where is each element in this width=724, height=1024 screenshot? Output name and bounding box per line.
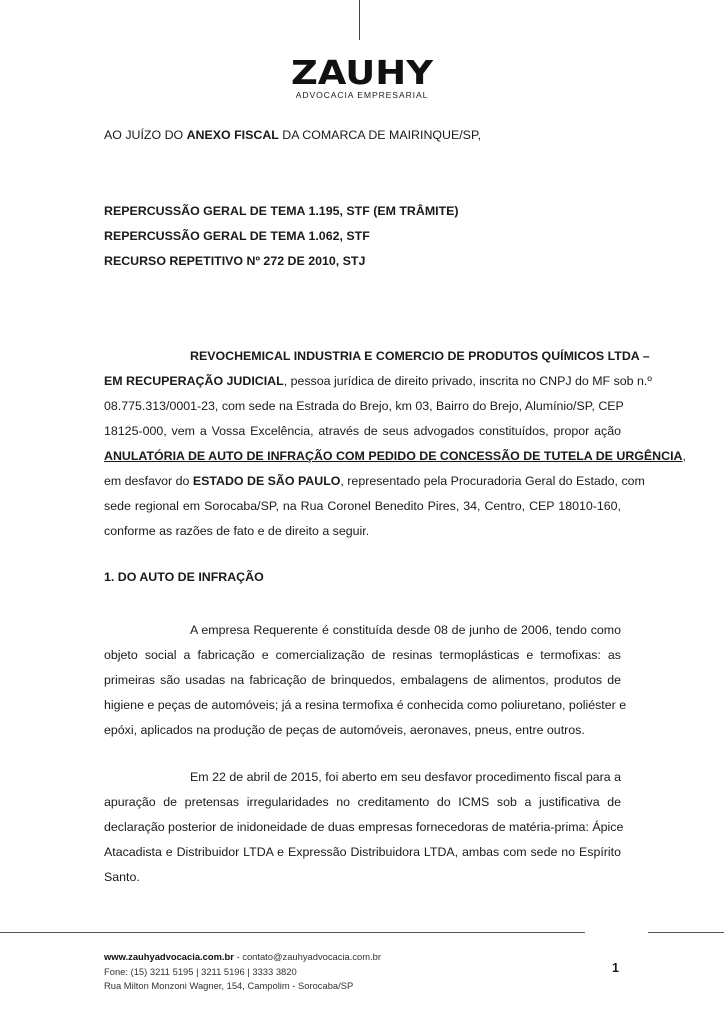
logo-tagline: ADVOCACIA EMPRESARIAL (295, 90, 429, 100)
intro-line: conforme as razões de fato e de direito a seguir. (104, 524, 370, 538)
intro-text: , representado pela Procuradoria Geral do Estado, com (340, 474, 645, 488)
addressee-prefix: AO JUÍZO DO (104, 128, 187, 142)
footer-separator: - (233, 951, 243, 962)
footer-address: Rua Milton Monzoni Wagner, 154, Campolim - Sorocaba/SP (104, 980, 354, 991)
reference-3: RECURSO REPETITIVO Nº 272 DE 2010, STJ (104, 254, 366, 268)
action-title: ANULATÓRIA DE AUTO DE INFRAÇÃO COM PEDIDO DE CONCESSÃO DE TUTELA DE URGÊNCIA (104, 449, 683, 463)
intro-line (104, 444, 686, 469)
intro-line (104, 369, 652, 394)
party-name: REVOCHEMICAL INDUSTRIA E COMERCIO DE PRODUTOS QUÍMICOS LTDA – (190, 349, 650, 363)
footer-divider-right (648, 932, 724, 933)
paragraph-line: A empresa Requerente é constituída desde 08 de junho de 2006, tendo como (190, 623, 621, 637)
paragraph-procedure (104, 765, 624, 890)
reference-2: REPERCUSSÃO GERAL DE TEMA 1.062, STF (104, 229, 370, 243)
page-number: 1 (612, 961, 619, 975)
intro-text: , pessoa jurídica de direito privado, inscrita no CNPJ do MF sob n.º (283, 374, 652, 388)
paragraph-line: higiene e peças de automóveis; já a resina termofixa é conhecida como poliuretano, poliéster e (104, 698, 627, 712)
footer-email-link[interactable]: contato@zauhyadvocacia.com.br (242, 951, 382, 962)
footer-contact-line (104, 951, 381, 963)
defendant-name: ESTADO DE SÃO PAULO (192, 474, 341, 488)
header-divider-line (359, 0, 360, 40)
paragraph-line: objeto social a fabricação e comercialização de resinas termoplásticas e termofixas: as (104, 648, 621, 662)
paragraph-line: Atacadista e Distribuidor LTDA e Expressão Distribuidora LTDA, ambas com sede no Espírito (104, 845, 621, 859)
addressee-line (104, 128, 481, 143)
intro-line (104, 469, 645, 494)
paragraph-line: declaração posterior de inidoneidade de duas empresas fornecedoras de matéria-prima: Ápice (104, 820, 624, 834)
addressee-court: ANEXO FISCAL (186, 128, 279, 142)
footer-phone: Fone: (15) 3211 5195 | 3211 5196 | 3333 3820 (104, 966, 297, 977)
paragraph-line: Em 22 de abril de 2015, foi aberto em seu desfavor procedimento fiscal para a (190, 770, 621, 784)
paragraph-company (104, 618, 627, 743)
paragraph-line: primeiras são usadas na fabricação de brinquedos, embalagens de alimentos, produtos de (104, 673, 621, 687)
intro-line (104, 344, 650, 369)
addressee-suffix: DA COMARCA DE MAIRINQUE/SP, (278, 128, 482, 142)
party-status: EM RECUPERAÇÃO JUDICIAL (104, 374, 284, 388)
intro-paragraph (104, 344, 686, 544)
paragraph-line: epóxi, aplicados na produção de peças de automóveis, aeronaves, pneus, entre outros. (104, 723, 585, 737)
intro-text: , (682, 449, 686, 463)
paragraph-line: apuração de pretensas irregularidades no creditamento do ICMS sob a justificativa de (104, 795, 621, 809)
intro-line: 08.775.313/0001-23, com sede na Estrada do Brejo, km 03, Bairro do Brejo, Alumínio/SP, CEP (104, 399, 624, 413)
section-heading: 1. DO AUTO DE INFRAÇÃO (104, 570, 264, 584)
intro-line: sede regional em Sorocaba/SP, na Rua Coronel Benedito Pires, 34, Centro, CEP 18010-160, (104, 499, 621, 513)
logo-wordmark: ZAUHY (291, 53, 433, 92)
intro-text: em desfavor do (104, 474, 193, 488)
firm-logo (291, 53, 433, 100)
paragraph-line: Santo. (104, 870, 140, 884)
footer-website-link[interactable]: www.zauhyadvocacia.com.br (104, 951, 234, 962)
reference-1: REPERCUSSÃO GERAL DE TEMA 1.195, STF (EM TRÂMITE) (104, 204, 459, 218)
footer-divider-left (0, 932, 585, 933)
intro-line: 18125-000, vem a Vossa Excelência, através de seus advogados constituídos, propor ação (104, 424, 621, 438)
